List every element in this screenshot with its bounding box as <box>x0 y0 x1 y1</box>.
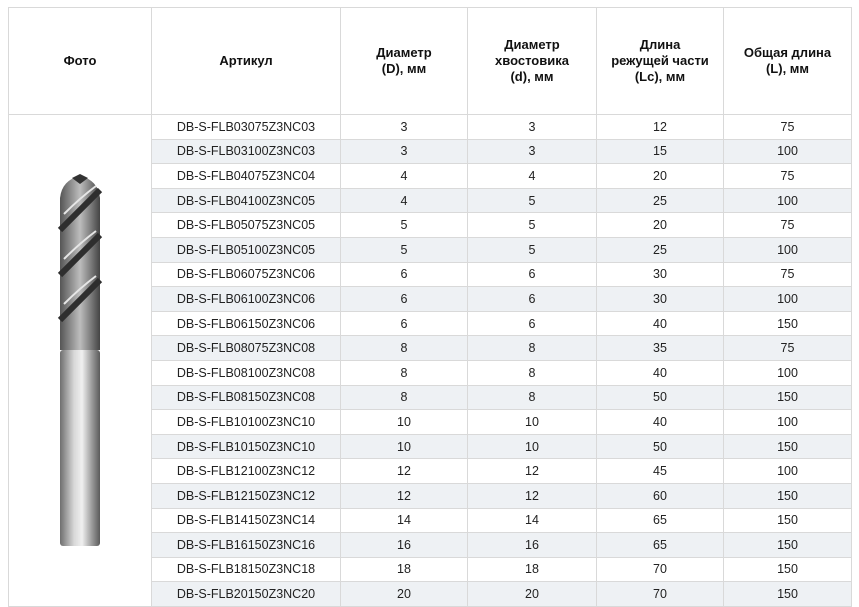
cutting-length-cell: 65 <box>597 508 724 533</box>
diameter-cell: 10 <box>341 410 468 435</box>
shank-diameter-cell: 6 <box>468 311 597 336</box>
diameter-cell: 14 <box>341 508 468 533</box>
cutting-length-cell: 45 <box>597 459 724 484</box>
article-cell: DB-S-FLB03075Z3NC03 <box>152 115 341 140</box>
diameter-cell: 10 <box>341 434 468 459</box>
cutting-length-cell: 15 <box>597 139 724 164</box>
diameter-cell: 6 <box>341 262 468 287</box>
diameter-cell: 12 <box>341 459 468 484</box>
header-line: хвостовика <box>495 53 569 68</box>
cutting-length-cell: 40 <box>597 360 724 385</box>
cutting-length-cell: 65 <box>597 533 724 558</box>
total-length-cell: 75 <box>724 115 852 140</box>
article-cell: DB-S-FLB06100Z3NC06 <box>152 287 341 312</box>
shank-diameter-cell: 3 <box>468 139 597 164</box>
article-cell: DB-S-FLB08150Z3NC08 <box>152 385 341 410</box>
cutting-length-cell: 35 <box>597 336 724 361</box>
header-line: (D), мм <box>381 61 427 76</box>
article-cell: DB-S-FLB05075Z3NC05 <box>152 213 341 238</box>
cutting-length-cell: 25 <box>597 237 724 262</box>
shank-diameter-cell: 12 <box>468 483 597 508</box>
shank-diameter-cell: 14 <box>468 508 597 533</box>
shank-diameter-cell: 20 <box>468 582 597 607</box>
header-line: Диаметр <box>376 45 432 60</box>
diameter-cell: 8 <box>341 360 468 385</box>
total-length-cell: 100 <box>724 410 852 435</box>
diameter-cell: 4 <box>341 164 468 189</box>
shank-diameter-cell: 6 <box>468 287 597 312</box>
total-length-cell: 75 <box>724 262 852 287</box>
header-line: (d), мм <box>510 69 554 84</box>
photo-cell <box>9 115 152 607</box>
article-cell: DB-S-FLB06075Z3NC06 <box>152 262 341 287</box>
shank-diameter-cell: 8 <box>468 336 597 361</box>
cutting-length-cell: 20 <box>597 164 724 189</box>
cutting-length-cell: 40 <box>597 410 724 435</box>
header-shank-diameter <box>468 8 597 115</box>
header-cutting-length <box>597 8 724 115</box>
shank-diameter-cell: 5 <box>468 188 597 213</box>
cutting-length-cell: 25 <box>597 188 724 213</box>
diameter-cell: 8 <box>341 385 468 410</box>
header-line: Артикул <box>219 53 273 68</box>
header-line: (Lc), мм <box>634 69 686 84</box>
cutting-length-cell: 60 <box>597 483 724 508</box>
cutting-length-cell: 40 <box>597 311 724 336</box>
shank-diameter-cell: 10 <box>468 434 597 459</box>
diameter-cell: 5 <box>341 237 468 262</box>
cutting-length-cell: 20 <box>597 213 724 238</box>
cutting-length-cell: 30 <box>597 287 724 312</box>
shank-diameter-cell: 6 <box>468 262 597 287</box>
product-spec-table <box>8 7 852 607</box>
header-line: Фото <box>63 53 97 68</box>
article-cell: DB-S-FLB12100Z3NC12 <box>152 459 341 484</box>
cutting-length-cell: 50 <box>597 434 724 459</box>
article-cell: DB-S-FLB04075Z3NC04 <box>152 164 341 189</box>
header-line: режущей части <box>611 53 709 68</box>
total-length-cell: 75 <box>724 164 852 189</box>
header-diameter <box>341 8 468 115</box>
total-length-cell: 150 <box>724 483 852 508</box>
table-row <box>9 115 852 140</box>
article-cell: DB-S-FLB16150Z3NC16 <box>152 533 341 558</box>
cutting-length-cell: 70 <box>597 557 724 582</box>
end-mill-cutter-icon <box>50 170 110 550</box>
article-cell: DB-S-FLB14150Z3NC14 <box>152 508 341 533</box>
header-line: Длина <box>639 37 681 52</box>
diameter-cell: 3 <box>341 115 468 140</box>
diameter-cell: 6 <box>341 287 468 312</box>
total-length-cell: 75 <box>724 213 852 238</box>
article-cell: DB-S-FLB20150Z3NC20 <box>152 582 341 607</box>
diameter-cell: 4 <box>341 188 468 213</box>
shank-diameter-cell: 16 <box>468 533 597 558</box>
total-length-cell: 150 <box>724 533 852 558</box>
shank-diameter-cell: 3 <box>468 115 597 140</box>
header-line: (L), мм <box>765 61 810 76</box>
total-length-cell: 150 <box>724 508 852 533</box>
total-length-cell: 150 <box>724 434 852 459</box>
total-length-cell: 100 <box>724 139 852 164</box>
article-cell: DB-S-FLB10150Z3NC10 <box>152 434 341 459</box>
cutting-length-cell: 50 <box>597 385 724 410</box>
diameter-cell: 5 <box>341 213 468 238</box>
diameter-cell: 6 <box>341 311 468 336</box>
cutting-length-cell: 70 <box>597 582 724 607</box>
diameter-cell: 20 <box>341 582 468 607</box>
cutting-length-cell: 30 <box>597 262 724 287</box>
total-length-cell: 100 <box>724 237 852 262</box>
total-length-cell: 100 <box>724 188 852 213</box>
header-line: Общая длина <box>743 45 832 60</box>
header-article <box>152 8 341 115</box>
shank-diameter-cell: 5 <box>468 237 597 262</box>
article-cell: DB-S-FLB08075Z3NC08 <box>152 336 341 361</box>
total-length-cell: 100 <box>724 360 852 385</box>
header-total-length <box>724 8 852 115</box>
article-cell: DB-S-FLB12150Z3NC12 <box>152 483 341 508</box>
shank-diameter-cell: 8 <box>468 385 597 410</box>
diameter-cell: 12 <box>341 483 468 508</box>
shank-diameter-cell: 5 <box>468 213 597 238</box>
total-length-cell: 150 <box>724 582 852 607</box>
article-cell: DB-S-FLB18150Z3NC18 <box>152 557 341 582</box>
shank-diameter-cell: 8 <box>468 360 597 385</box>
shank-diameter-cell: 18 <box>468 557 597 582</box>
cutting-length-cell: 12 <box>597 115 724 140</box>
total-length-cell: 100 <box>724 287 852 312</box>
total-length-cell: 150 <box>724 385 852 410</box>
shank-diameter-cell: 10 <box>468 410 597 435</box>
diameter-cell: 16 <box>341 533 468 558</box>
article-cell: DB-S-FLB04100Z3NC05 <box>152 188 341 213</box>
header-row <box>9 8 852 115</box>
header-line: Диаметр <box>504 37 560 52</box>
diameter-cell: 8 <box>341 336 468 361</box>
total-length-cell: 150 <box>724 557 852 582</box>
diameter-cell: 18 <box>341 557 468 582</box>
shank-diameter-cell: 12 <box>468 459 597 484</box>
total-length-cell: 100 <box>724 459 852 484</box>
total-length-cell: 150 <box>724 311 852 336</box>
article-cell: DB-S-FLB03100Z3NC03 <box>152 139 341 164</box>
article-cell: DB-S-FLB08100Z3NC08 <box>152 360 341 385</box>
total-length-cell: 75 <box>724 336 852 361</box>
article-cell: DB-S-FLB06150Z3NC06 <box>152 311 341 336</box>
header-photo <box>9 8 152 115</box>
diameter-cell: 3 <box>341 139 468 164</box>
shank-diameter-cell: 4 <box>468 164 597 189</box>
article-cell: DB-S-FLB10100Z3NC10 <box>152 410 341 435</box>
article-cell: DB-S-FLB05100Z3NC05 <box>152 237 341 262</box>
